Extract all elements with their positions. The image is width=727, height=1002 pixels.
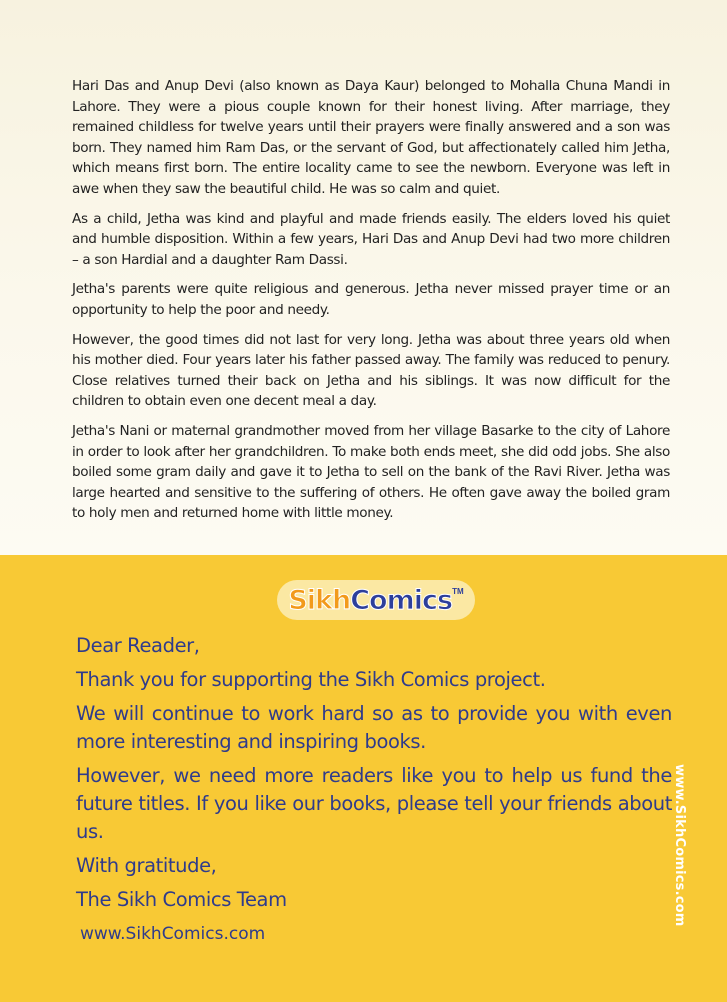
sikh-comics-logo: [277, 580, 475, 620]
letter-closing: With gratitude,: [76, 854, 217, 877]
letter-signature: The Sikh Comics Team: [76, 888, 287, 911]
story-paragraph-2: As a child, Jetha was kind and playful and made friends easily. The elders loved his quiet and humble disposition. Within a few years, Hari Das and Anup Devi had two more children – a son Hardial and a daughter Ram Dassi.: [72, 210, 670, 268]
logo-sikh-text: Sikh: [288, 584, 351, 616]
logo-comics-text: Comics: [350, 584, 453, 616]
story-text: [72, 76, 670, 533]
story-paragraph-1: Hari Das and Anup Devi (also known as Daya Kaur) belonged to Mohalla Chuna Mandi in Lahore. They were a pious couple known for their honest living. After marriage, they remained childless for twelve years until their prayers were finally answered and a son was born. They named him Ram Das, or the servant of God, but affectionately called him Jetha, which means first born. The entire locality came to see the newborn. Everyone was left in awe when they saw the beautiful child. He was so calm and quiet.: [72, 78, 670, 197]
story-paragraph-4: However, the good times did not last for very long. Jetha was about three years old when his mother died. Four years later his father passed away. The family was reduced to penury. Close relatives turned their back on Jetha and his siblings. It was now difficult for the children to obtain even one decent meal a day.: [72, 331, 670, 410]
letter-promise: We will continue to work hard so as to provide you with even more interesting and inspiring books.: [76, 702, 672, 753]
letter-website-link[interactable]: www.SikhComics.com: [80, 924, 266, 944]
story-paragraph-3: Jetha's parents were quite religious and generous. Jetha never missed prayer time or an opportunity to help the poor and needy.: [72, 281, 670, 318]
reader-letter: [76, 632, 672, 954]
letter-request: However, we need more readers like you to help us fund the future titles. If you like our books, please tell your friends about us.: [76, 764, 672, 843]
letter-thanks: Thank you for supporting the Sikh Comics project.: [76, 668, 546, 691]
story-paragraph-5: Jetha's Nani or maternal grandmother moved from her village Basarke to the city of Lahore in order to look after her grandchildren. To make both ends meet, she did odd jobs. She also boiled some gram daily and gave it to Jetha to sell on the bank of the Ravi River. Jetha was large hearted and sensitive to the suffering of others. He often gave away the boiled gram to holy men and returned home with little money.: [72, 422, 670, 522]
letter-greeting: Dear Reader,: [76, 634, 200, 657]
logo-trademark: TM: [452, 587, 464, 596]
side-website-link[interactable]: www.SikhComics.com: [672, 764, 687, 927]
